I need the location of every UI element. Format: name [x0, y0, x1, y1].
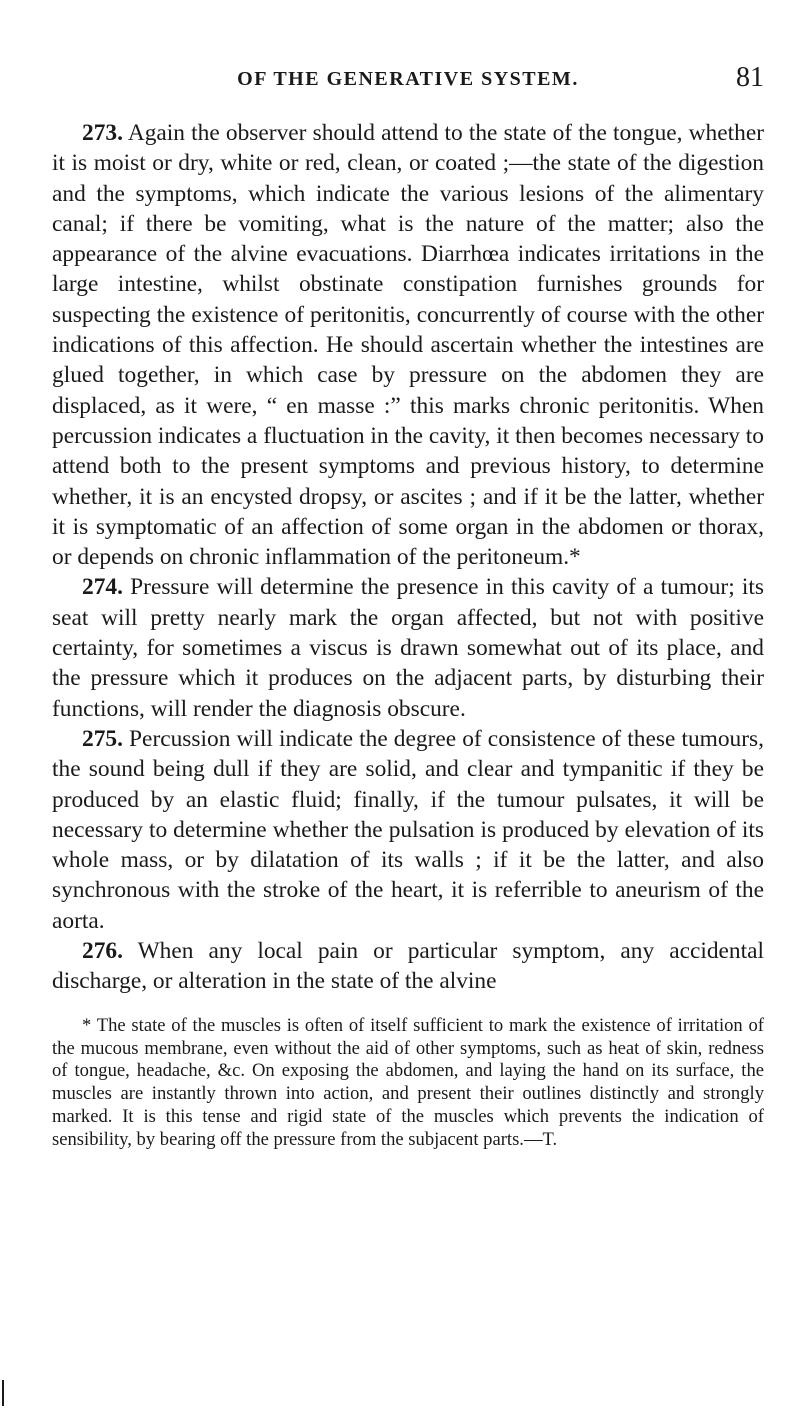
page-number: 81	[736, 62, 764, 93]
paragraph-number: 274.	[82, 574, 123, 601]
paragraph-275	[52, 724, 764, 936]
running-head	[52, 60, 764, 100]
paragraph-274	[52, 572, 764, 723]
running-title: OF THE GENERATIVE SYSTEM.	[237, 68, 579, 90]
paragraph-text: Pressure will determine the presence in this cavity of a tumour; its seat will pretty nearly mark the organ affected, but not with positive certainty, for sometimes a viscus is drawn somewhat out of its place, and the pressure which it produces on the adjacent parts, by disturbing their functions, will render the diagnosis obscure.	[52, 574, 764, 722]
paragraph-text: Percussion will indicate the degree of consistence of these tumours, the sound being dull if they are solid, and clear and tympanitic if they be produced by an elastic fluid; finally, if the tumour pulsates, it will be necessary to determine whether the pulsation is produced by elevation of its whole mass, or by dilatation of its walls ; if it be the latter, and also synchronous with the stroke of the heart, it is referrible to aneurism of the aorta.	[52, 725, 764, 934]
footnote: * The state of the muscles is often of itself sufficient to mark the existence of irritation of the mucous membrane, even without the aid of other symptoms, such as heat of skin, redness of tongue, headache, &c. On exposing the abdomen, and laying the hand on its surface, the muscles are instantly thrown into action, and present their outlines distinctly and strongly marked. It is this tense and rigid state of the muscles which prevents the indication of sensibility, by bearing off the pressure from the subjacent parts.—T.	[52, 1014, 764, 1151]
paragraph-number: 275.	[82, 725, 123, 752]
paragraph-number: 273.	[82, 120, 123, 146]
book-page	[52, 60, 764, 1152]
body-text	[52, 118, 764, 997]
paragraph-273	[52, 118, 764, 572]
paragraph-number: 276.	[82, 938, 123, 965]
margin-mark	[2, 1380, 4, 1406]
paragraph-text: When any local pain or particular symptom, any accidental discharge, or alteration in the state of the alvine	[52, 938, 764, 995]
paragraph-text: Again the observer should attend to the state of the tongue, whether it is moist or dry, white or red, clean, or coated ;—the state of the digestion and the symptoms, which indicate the various lesions of the alimentary canal; if there be vomiting, what is the nature of the matter; also the appearance of the alvine evacuations. Diarrhœa indicates irritations in the large intestine, whilst obstinate constipation furnishes grounds for suspecting the existence of peritonitis, concurrently of course with the other indications of this affection. He should ascertain whether the intestines are glued together, in which case by pressure on the abdomen they are displaced, as it were, “ en masse :” this marks chronic peritonitis. When percussion indicates a fluctuation in the cavity, it then becomes necessary to attend both to the present symptoms and previous history, to determine whether, it is an encysted dropsy, or ascites ; and if it be the latter, whether it is symptomatic of an affection of some organ in the abdomen or thorax, or depends on chronic inflammation of the peritoneum.*	[52, 120, 765, 571]
paragraph-276	[52, 936, 764, 997]
